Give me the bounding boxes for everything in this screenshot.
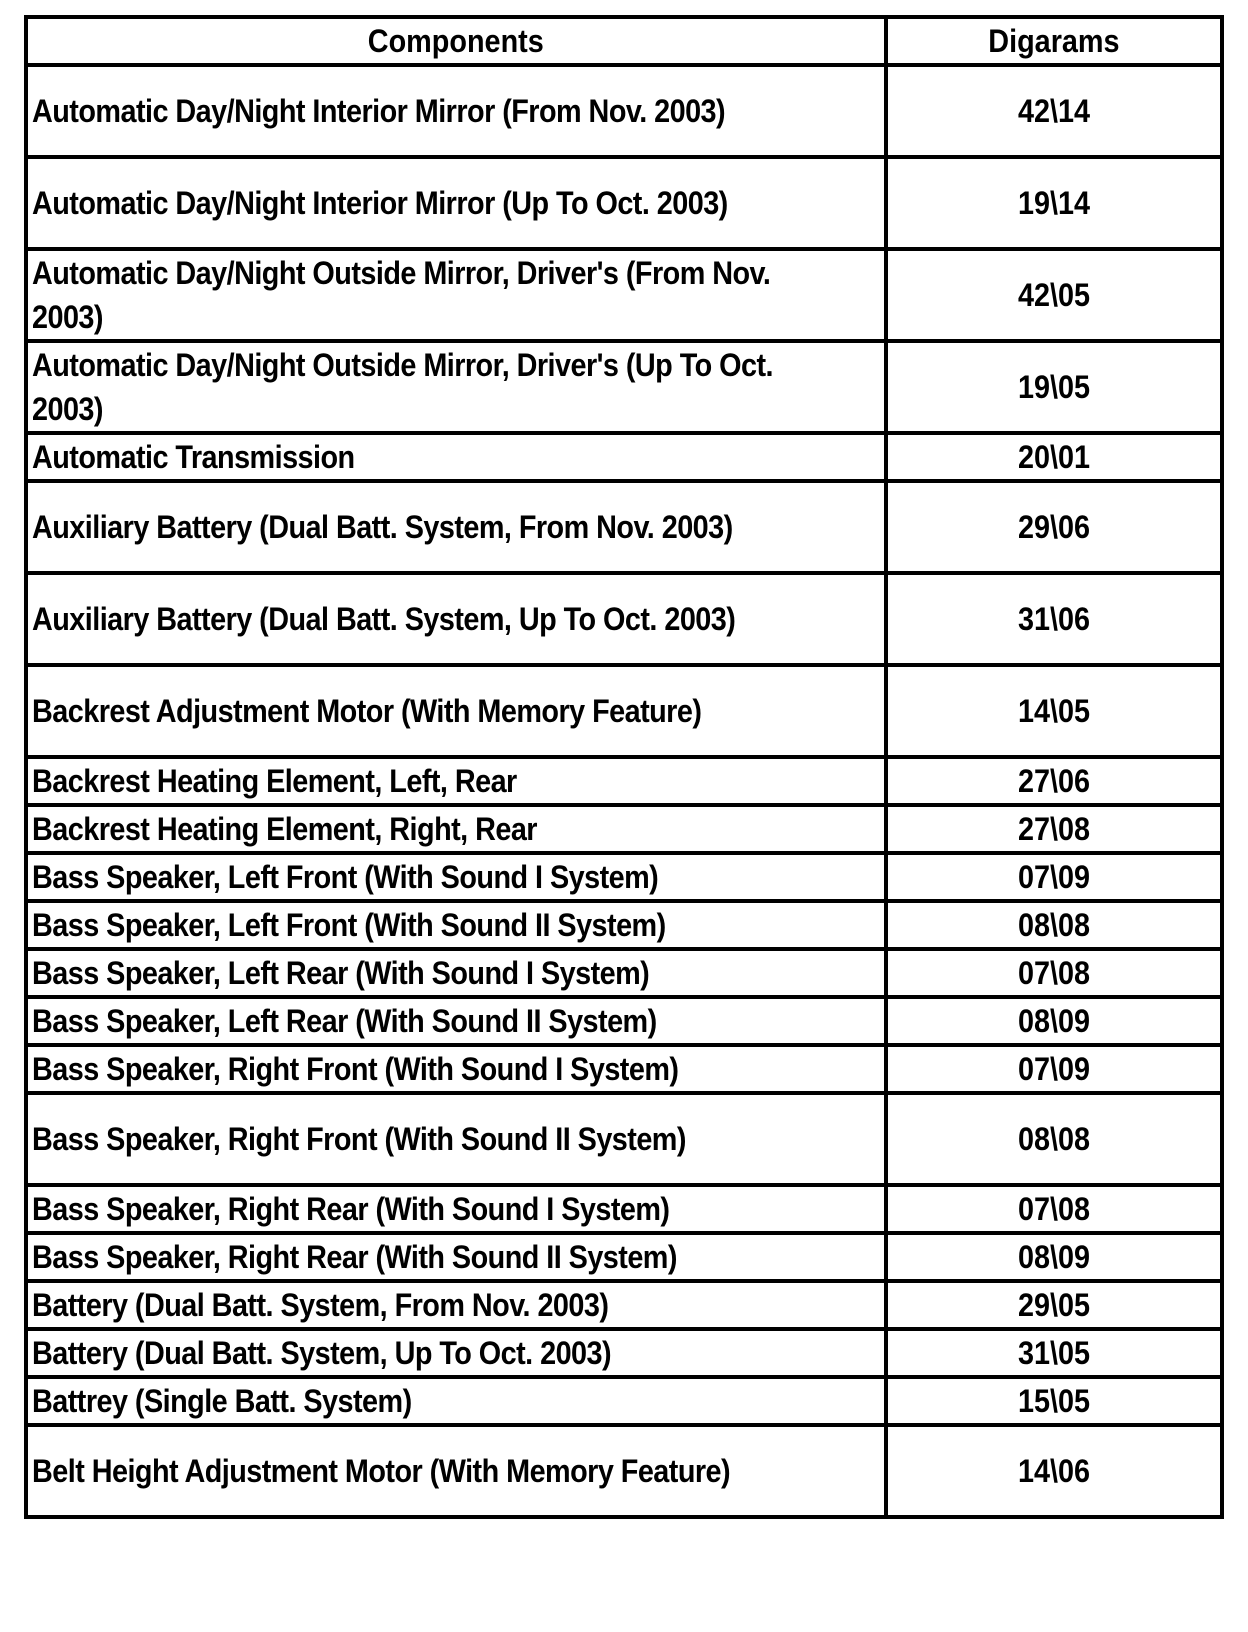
component-cell: Battery (Dual Batt. System, From Nov. 2003)	[26, 1281, 886, 1329]
table-row	[26, 1233, 1222, 1281]
component-cell: Bass Speaker, Right Front (With Sound II System)	[26, 1093, 886, 1185]
component-cell: Automatic Day/Night Interior Mirror (Up To Oct. 2003)	[26, 157, 886, 249]
components-table	[24, 15, 1224, 1519]
component-cell: Auxiliary Battery (Dual Batt. System, From Nov. 2003)	[26, 481, 886, 573]
table-row	[26, 1281, 1222, 1329]
component-cell: Automatic Day/Night Interior Mirror (From Nov. 2003)	[26, 65, 886, 157]
table-row	[26, 1093, 1222, 1185]
component-cell: Belt Height Adjustment Motor (With Memory Feature)	[26, 1425, 886, 1517]
table-row	[26, 157, 1222, 249]
table-row	[26, 901, 1222, 949]
diagram-cell: 08\09	[886, 1233, 1222, 1281]
table-row	[26, 665, 1222, 757]
table-row	[26, 1329, 1222, 1377]
diagram-cell: 14\06	[886, 1425, 1222, 1517]
table-row	[26, 805, 1222, 853]
diagram-cell: 07\09	[886, 853, 1222, 901]
table-row	[26, 433, 1222, 481]
diagram-cell: 27\06	[886, 757, 1222, 805]
component-cell: Bass Speaker, Left Rear (With Sound I System)	[26, 949, 886, 997]
component-cell: Battery (Dual Batt. System, Up To Oct. 2003)	[26, 1329, 886, 1377]
diagram-cell: 42\05	[886, 249, 1222, 341]
component-cell: Bass Speaker, Left Front (With Sound I System)	[26, 853, 886, 901]
table-row	[26, 949, 1222, 997]
table-row	[26, 853, 1222, 901]
component-cell: Bass Speaker, Left Rear (With Sound II System)	[26, 997, 886, 1045]
table-row	[26, 1425, 1222, 1517]
component-cell: Bass Speaker, Left Front (With Sound II System)	[26, 901, 886, 949]
diagram-cell: 14\05	[886, 665, 1222, 757]
diagrams-column-header: Digarams	[886, 17, 1222, 65]
diagram-cell: 07\09	[886, 1045, 1222, 1093]
diagram-cell: 31\06	[886, 573, 1222, 665]
diagram-cell: 07\08	[886, 949, 1222, 997]
table-row	[26, 249, 1222, 341]
component-cell: Backrest Heating Element, Left, Rear	[26, 757, 886, 805]
diagram-cell: 19\14	[886, 157, 1222, 249]
diagram-cell: 42\14	[886, 65, 1222, 157]
components-column-header: Components	[26, 17, 886, 65]
diagram-cell: 08\09	[886, 997, 1222, 1045]
diagram-cell: 31\05	[886, 1329, 1222, 1377]
component-cell: Bass Speaker, Right Rear (With Sound II System)	[26, 1233, 886, 1281]
table-row	[26, 1377, 1222, 1425]
diagram-cell: 27\08	[886, 805, 1222, 853]
table-row	[26, 65, 1222, 157]
diagram-cell: 19\05	[886, 341, 1222, 433]
component-cell: Automatic Day/Night Outside Mirror, Driver's (From Nov. 2003)	[26, 249, 886, 341]
component-diagram-index	[24, 15, 1220, 1519]
table-row	[26, 1045, 1222, 1093]
diagram-cell: 15\05	[886, 1377, 1222, 1425]
diagram-cell: 08\08	[886, 1093, 1222, 1185]
table-row	[26, 341, 1222, 433]
component-cell: Backrest Heating Element, Right, Rear	[26, 805, 886, 853]
diagram-cell: 07\08	[886, 1185, 1222, 1233]
table-row	[26, 997, 1222, 1045]
diagram-cell: 29\06	[886, 481, 1222, 573]
diagram-cell: 29\05	[886, 1281, 1222, 1329]
table-row	[26, 757, 1222, 805]
component-cell: Battrey (Single Batt. System)	[26, 1377, 886, 1425]
component-cell: Backrest Adjustment Motor (With Memory Feature)	[26, 665, 886, 757]
table-row	[26, 481, 1222, 573]
component-cell: Automatic Day/Night Outside Mirror, Driver's (Up To Oct. 2003)	[26, 341, 886, 433]
component-cell: Auxiliary Battery (Dual Batt. System, Up To Oct. 2003)	[26, 573, 886, 665]
component-cell: Automatic Transmission	[26, 433, 886, 481]
table-row	[26, 1185, 1222, 1233]
component-cell: Bass Speaker, Right Front (With Sound I System)	[26, 1045, 886, 1093]
table-row	[26, 573, 1222, 665]
header-row	[26, 17, 1222, 65]
diagram-cell: 08\08	[886, 901, 1222, 949]
component-cell: Bass Speaker, Right Rear (With Sound I System)	[26, 1185, 886, 1233]
diagram-cell: 20\01	[886, 433, 1222, 481]
